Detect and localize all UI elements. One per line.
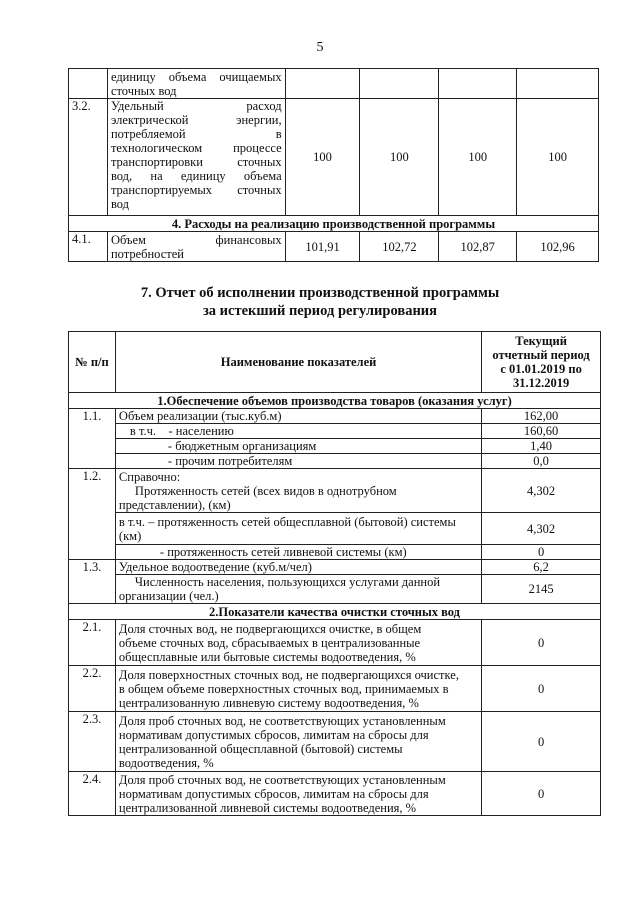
value-cell: 0	[482, 620, 601, 666]
row-label: Удельное водоотведение (куб.м/чел)	[115, 560, 481, 575]
header-period: с 01.01.2019 по	[500, 362, 582, 376]
section-title: 1.Обеспечение объемов производства товаров (оказания услуг)	[69, 393, 601, 409]
value-cell: 160,60	[482, 424, 601, 439]
row-number: 2.1.	[69, 620, 116, 666]
value-cell: 6,2	[482, 560, 601, 575]
row-label: централизованной ливневой системы водоотведения, %	[118, 800, 417, 815]
table-row	[69, 620, 601, 666]
value-cell: 4,302	[482, 513, 601, 545]
table-row	[69, 232, 599, 262]
row-number: 3.2.	[69, 99, 108, 216]
value-cell: 0	[482, 666, 601, 712]
row-label: в т.ч. – протяженность сетей общесплавной (бытовой) системы	[118, 514, 456, 529]
value-cell: 0,0	[482, 454, 601, 469]
value-cell: 102,87	[439, 232, 517, 262]
row-label: организации (чел.)	[118, 589, 219, 603]
table-row	[69, 469, 601, 513]
table-row	[69, 424, 601, 439]
table-row	[69, 575, 601, 604]
value-cell: 0	[482, 545, 601, 560]
header-row	[69, 332, 601, 393]
row-number: 2.4.	[69, 772, 116, 816]
cell-text: электрической энергии,	[110, 113, 282, 127]
cell-text: потребляемой в	[110, 127, 282, 141]
section-title: 2.Показатели качества очистки сточных вод	[69, 604, 601, 620]
row-label: централизованной общесплавной (бытовой) системы	[118, 741, 403, 756]
table-row	[69, 454, 601, 469]
cell-text: технологическом процессе	[110, 141, 282, 155]
value-cell: 2145	[482, 575, 601, 604]
row-label: Протяженность сетей (всех видов в однотрубном	[134, 483, 397, 498]
row-label: Объем реализации (тыс.куб.м)	[115, 409, 481, 424]
table-row	[69, 666, 601, 712]
row-label: объеме сточных вод, сбрасываемых в централизованные	[118, 635, 421, 650]
value-cell: 100	[360, 99, 439, 216]
row-number: 1.2.	[69, 469, 116, 560]
value-cell: 162,00	[482, 409, 601, 424]
row-label: водоотведения, %	[118, 755, 214, 770]
cell-text: вод, на единицу объема	[110, 169, 282, 183]
table-row	[69, 560, 601, 575]
row-label: - прочим потребителям	[115, 454, 481, 469]
table-row	[69, 439, 601, 454]
row-label: Доля проб сточных вод, не соответствующих установленным	[118, 713, 446, 728]
row-label: Доля проб сточных вод, не соответствующих установленным	[118, 772, 446, 787]
row-label: Численность населения, пользующихся услугами данной	[134, 575, 441, 589]
section-heading	[0, 284, 640, 320]
row-number: 4.1.	[69, 232, 108, 262]
header-period: отчетный период	[492, 348, 590, 362]
cell-text: Удельный расход	[110, 99, 282, 113]
row-label: - населению	[168, 424, 234, 438]
value-cell: 0	[482, 712, 601, 772]
report-table	[68, 331, 601, 816]
cell-text: транспортируемых сточных	[110, 183, 282, 197]
value-cell: 100	[285, 99, 360, 216]
row-label: (км)	[118, 528, 142, 543]
row-label: централизованную ливневую систему водоотведения, %	[118, 695, 419, 710]
row-label: Доля сточных вод, не подвергающихся очистке, в общем	[118, 621, 422, 636]
value-cell: 1,40	[482, 439, 601, 454]
table-row	[69, 513, 601, 545]
row-label: - протяженность сетей ливневой системы (км)	[115, 545, 481, 560]
row-label: общесплавные или бытовые системы водоотведения, %	[118, 649, 416, 664]
cost-table	[68, 68, 599, 262]
value-cell: 102,96	[517, 232, 599, 262]
row-number: 1.3.	[69, 560, 116, 604]
table-row	[69, 712, 601, 772]
table-row	[69, 409, 601, 424]
cell-text: Объем финансовых	[110, 232, 282, 247]
row-label: - бюджетным организациям	[115, 439, 481, 454]
cell-text: сточных вод	[110, 83, 177, 98]
row-label: нормативам допустимых сбросов, лимитам на сбросы для	[118, 786, 429, 801]
value-cell: 101,91	[285, 232, 360, 262]
header-name: Наименование показателей	[115, 332, 481, 393]
table-row	[69, 99, 599, 216]
value-cell: 4,302	[482, 469, 601, 513]
table-row	[69, 69, 599, 99]
row-label: Доля поверхностных сточных вод, не подвергающихся очистке,	[118, 667, 459, 682]
row-label: нормативам допустимых сбросов, лимитам на сбросы для	[118, 727, 429, 742]
table-row	[69, 772, 601, 816]
section-row	[69, 604, 601, 620]
section-row	[69, 216, 599, 232]
page-number: 5	[316, 40, 324, 55]
header-period: 31.12.2019	[512, 376, 570, 390]
row-number: 2.2.	[69, 666, 116, 712]
row-label: в общем объеме поверхностных сточных вод, принимаемых в	[118, 681, 449, 696]
cell-text: транспортировки сточных	[110, 155, 282, 169]
table-row	[69, 545, 601, 560]
header-period: Текущий	[515, 334, 567, 348]
row-label: представлении), (км)	[118, 497, 231, 512]
cell-text: единицу объема очищаемых	[110, 69, 282, 84]
value-cell: 102,72	[360, 232, 439, 262]
value-cell: 0	[482, 772, 601, 816]
section-row	[69, 393, 601, 409]
row-number: 2.3.	[69, 712, 116, 772]
section-title: 4. Расходы на реализацию производственной программы	[69, 216, 599, 232]
header-num: № п/п	[69, 332, 116, 393]
row-label: Справочно:	[118, 469, 181, 484]
value-cell: 100	[517, 99, 599, 216]
row-prefix: в т.ч.	[129, 424, 157, 438]
heading-line: за истекший период регулирования	[202, 303, 438, 319]
heading-line: 7. Отчет об исполнении производственной программы	[140, 285, 500, 301]
value-cell: 100	[439, 99, 517, 216]
cell-text: вод	[110, 197, 130, 211]
cell-text: потребностей	[110, 246, 184, 261]
row-number: 1.1.	[69, 409, 116, 469]
